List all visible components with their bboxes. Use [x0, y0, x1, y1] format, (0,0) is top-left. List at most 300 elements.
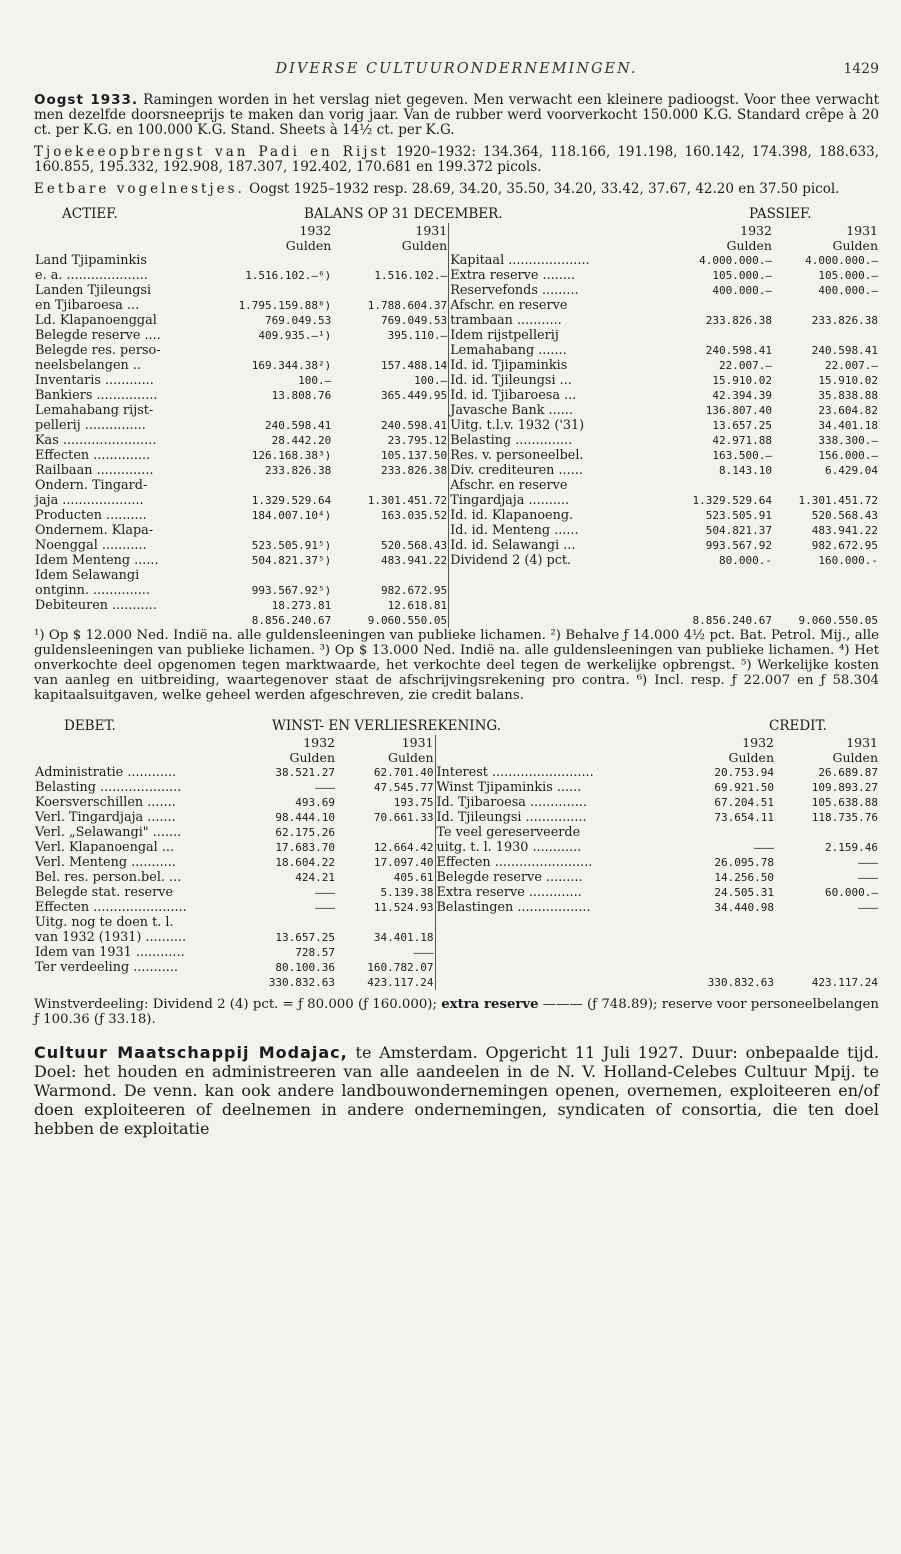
balance-row — [34, 598, 879, 613]
balance-cell-al: e. a. .................... — [35, 268, 148, 283]
pl-cell-cl: Extra reserve ............. — [435, 885, 663, 900]
balance-year-1932-passief: 1932 — [740, 223, 772, 238]
balance-cell-a2 — [332, 568, 448, 583]
balance-row — [34, 253, 879, 268]
balance-cell-a2: 23.795.12 — [387, 434, 448, 447]
balance-cell-p1: 42.394.39 — [712, 389, 772, 402]
pl-cell-d2: ——— — [413, 946, 434, 959]
balance-cell-a2: 240.598.41 — [380, 419, 448, 432]
balance-year-1931-passief: 1931 — [846, 223, 878, 238]
pl-cell-c1: 69.921.50 — [714, 781, 774, 794]
balance-cell-a1: 28.442.20 — [271, 434, 332, 447]
balance-row — [34, 523, 879, 538]
balance-cell-p1 — [657, 598, 773, 613]
credit-label: CREDIT. — [769, 718, 827, 734]
balance-row — [34, 388, 879, 403]
pl-cell-c1: ——— — [754, 841, 774, 854]
pl-cell-d2: 34.401.18 — [373, 931, 434, 944]
pl-row — [34, 885, 879, 900]
balance-cell-al: Belegde res. perso- — [35, 343, 161, 358]
pl-cell-c1: 73.654.11 — [714, 811, 774, 824]
pl-cell-cl: Belegde reserve ......... — [435, 870, 663, 885]
balance-cell-al: Landen Tjileungsi — [35, 283, 152, 298]
balance-cell-a1 — [234, 253, 333, 268]
pl-cell-d2: 405.61 — [393, 871, 434, 884]
pl-cell-cl: uitg. t. l. 1930 ............ — [435, 840, 663, 855]
pl-cell-cl: Belastingen .................. — [435, 900, 663, 915]
pl-year-1932: 1932 — [303, 735, 335, 750]
balance-cell-p2: 240.598.41 — [811, 344, 878, 357]
balance-cell-al: Effecten .............. — [35, 448, 151, 463]
pl-cell-dl: Belasting .................... — [35, 780, 182, 795]
balance-unit-row — [34, 238, 879, 253]
balance-cell-p2: 400.000.— — [818, 284, 878, 297]
balance-cell-a2: 520.568.43 — [380, 539, 448, 552]
balance-cell-p2 — [773, 568, 879, 583]
balance-cell-a2: 769.049.53 — [380, 314, 448, 327]
pl-cell-d1: 17.683.70 — [275, 841, 335, 854]
pl-row — [34, 810, 879, 825]
balance-cell-a1: 240.598.41 — [265, 419, 332, 432]
pl-cell-d1: ——— — [315, 901, 335, 914]
balance-cell-a2: 1.788.604.37 — [367, 299, 448, 312]
pl-cell-c2 — [775, 915, 879, 930]
balance-total-row — [34, 613, 879, 628]
balance-row — [34, 313, 879, 328]
pl-cell-c2: 118.735.76 — [811, 811, 878, 824]
balance-cell-pl — [449, 583, 657, 598]
balance-cell-p2 — [773, 598, 879, 613]
balance-cell-a2 — [332, 478, 448, 493]
vogelnestjes-text: Oogst 1925–1932 resp. 28.69, 34.20, 35.50, 34.20, 33.42, 37.67, 42.20 en 37.50 picol. — [249, 181, 840, 197]
pl-cell-c1: 14.256.50 — [714, 871, 774, 884]
tjoekee-text: 1920–1932: 134.364, 118.166, 191.198, 160.142, 174.398, 188.633, 160.855, 195.332, 192.908, 187.307, 192.402, 170.681 en 199.372 picols. — [34, 144, 880, 175]
balance-cell-a1: 409.935.—¹) — [258, 329, 332, 342]
pl-year-row — [34, 735, 879, 750]
pl-cell-c2: 2.159.46 — [825, 841, 878, 854]
pl-cell-cl: Id. Tjibaroesa .............. — [435, 795, 663, 810]
pl-cell-c2 — [775, 825, 879, 840]
pl-cell-d2: 12.664.42 — [373, 841, 434, 854]
balance-cell-p2: 22.007.— — [825, 359, 878, 372]
balance-cell-p1: 105.000.— — [712, 269, 772, 282]
pl-row — [34, 870, 879, 885]
pl-cell-d1: ——— — [315, 781, 335, 794]
balance-cell-p1: 42.971.88 — [712, 434, 772, 447]
balance-cell-al: Idem Menteng ...... — [35, 553, 159, 568]
pl-cell-d1: 38.521.27 — [275, 766, 335, 779]
balance-cell-al: Bankiers ............... — [35, 388, 158, 403]
balance-cell-p2: 483.941.22 — [811, 524, 878, 537]
page — [34, 0, 879, 1138]
pl-unit: Gulden — [832, 750, 878, 765]
balance-cell-al: Idem Selawangi — [35, 568, 140, 583]
balance-cell-al: pellerij ............... — [35, 418, 146, 433]
pl-row — [34, 900, 879, 915]
balance-unit: Gulden — [401, 238, 448, 253]
balance-cell-p1: 523.505.91 — [705, 509, 772, 522]
pl-cell-d2: 62.701.40 — [373, 766, 434, 779]
balance-row — [34, 343, 879, 358]
pl-cell-dl: Bel. res. person.bel. ... — [35, 870, 182, 885]
paragraph-tjoekee — [34, 145, 879, 175]
balance-cell-p1: 993.567.92 — [705, 539, 772, 552]
balance-cell-pl: Div. crediteuren ...... — [449, 463, 657, 478]
balance-row — [34, 373, 879, 388]
pl-row — [34, 840, 879, 855]
pl-year-1931: 1931 — [401, 735, 434, 750]
balance-cell-a1: 523.505.91⁵) — [251, 539, 332, 552]
pl-unit-row — [34, 750, 879, 765]
balance-row — [34, 508, 879, 523]
pl-row — [34, 930, 879, 945]
balance-cell-pl: Belasting .............. — [449, 433, 657, 448]
balance-cell-al: Debiteuren ........... — [35, 598, 157, 613]
balance-cell-p2: 160.000.- — [818, 554, 878, 567]
pl-cell-c2: 26.689.87 — [818, 766, 878, 779]
balance-cell-a2: 365.449.95 — [380, 389, 448, 402]
balance-row — [34, 298, 879, 313]
balance-cell-pl: trambaan ........... — [449, 313, 657, 328]
balance-cell-pl: Id. id. Tjileungsi ... — [449, 373, 657, 388]
balance-cell-al: Belegde reserve .... — [35, 328, 161, 343]
balance-cell-p2: 23.604.82 — [818, 404, 878, 417]
balance-cell-p1: 400.000.— — [712, 284, 772, 297]
balance-cell-p1 — [657, 478, 773, 493]
pl-total-credit-1931: 423.117.24 — [811, 976, 878, 989]
balance-cell-p1: 15.910.02 — [712, 374, 772, 387]
balance-cell-p2: 105.000.— — [818, 269, 878, 282]
balance-cell-pl — [449, 568, 657, 583]
running-title: DIVERSE CULTUURONDERNEMINGEN. — [275, 61, 638, 77]
pl-cell-dl: Administratie ............ — [35, 765, 177, 780]
pl-cell-dl: Uitg. nog te doen t. l. — [35, 915, 174, 930]
balance-row — [34, 583, 879, 598]
pl-cell-c2: ——— — [858, 856, 878, 869]
balance-cell-p1: 504.821.37 — [705, 524, 772, 537]
balance-cell-a1: 126.168.38³) — [251, 449, 332, 462]
balance-cell-pl: Dividend 2 (4) pct. — [449, 553, 657, 568]
pl-cell-c1 — [663, 930, 775, 945]
pl-cell-cl — [435, 930, 663, 945]
pl-cell-cl — [435, 960, 663, 975]
balance-cell-pl: Reservefonds ......... — [449, 283, 657, 298]
balance-cell-al: jaja .................... — [35, 493, 144, 508]
balance-cell-a1 — [234, 523, 333, 538]
pl-unit: Gulden — [728, 750, 774, 765]
pl-cell-c1 — [663, 960, 775, 975]
balance-cell-p2: 156.000.— — [818, 449, 878, 462]
balance-cell-p1 — [657, 583, 773, 598]
pl-cell-cl: Winst Tjipaminkis ...... — [435, 780, 663, 795]
balance-cell-a2: 982.672.95 — [380, 584, 448, 597]
balance-cell-a1 — [234, 403, 333, 418]
balance-row — [34, 268, 879, 283]
balance-cell-a2 — [332, 343, 448, 358]
balance-cell-a1 — [234, 568, 333, 583]
balance-cell-p1: 13.657.25 — [712, 419, 772, 432]
balance-cell-al: Lemahabang rijst- — [35, 403, 154, 418]
pl-cell-cl: Te veel gereserveerde — [435, 825, 663, 840]
page-number: 1429 — [843, 61, 879, 77]
balance-table — [34, 223, 879, 628]
balance-cell-a2: 105.137.50 — [380, 449, 448, 462]
balance-cell-p1: 163.500.— — [712, 449, 772, 462]
balance-cell-p2: 982.672.95 — [811, 539, 878, 552]
balance-cell-al: en Tjibaroesa ... — [35, 298, 140, 313]
balance-cell-pl: Lemahabang ....... — [449, 343, 657, 358]
balance-cell-pl: Idem rijstpellerij — [449, 328, 657, 343]
pl-cell-d1: 18.604.22 — [275, 856, 335, 869]
balance-cell-a2: 100.— — [414, 374, 448, 387]
balance-year-1932: 1932 — [299, 223, 332, 238]
balance-cell-p1: 22.007.— — [718, 359, 772, 372]
balance-row — [34, 478, 879, 493]
balance-row — [34, 283, 879, 298]
balance-cell-p2: 35.838.88 — [818, 389, 878, 402]
balance-cell-pl: Id. id. Menteng ...... — [449, 523, 657, 538]
balance-cell-a2 — [332, 253, 448, 268]
balance-cell-a2 — [332, 403, 448, 418]
balance-cell-al: Producten .......... — [35, 508, 147, 523]
balance-row — [34, 553, 879, 568]
pl-cell-d1: 62.175.26 — [275, 826, 335, 839]
balance-cell-pl: Extra reserve ........ — [449, 268, 657, 283]
balance-cell-a2: 1.516.102.— — [374, 269, 448, 282]
balance-cell-a2: 12.618.81 — [387, 599, 448, 612]
pl-cell-d2: 17.097.40 — [373, 856, 434, 869]
balance-total-passief-1932: 8.856.240.67 — [692, 614, 772, 627]
pl-title: WINST- EN VERLIESREKENING. — [272, 718, 502, 734]
balance-cell-p2: 338.300.— — [818, 434, 878, 447]
pl-cell-c2: ——— — [858, 871, 878, 884]
balance-cell-p1 — [657, 328, 773, 343]
winstverdeeling — [34, 997, 879, 1027]
balance-cell-al: Ondernem. Klapa- — [35, 523, 154, 538]
balance-cell-a1: 184.007.10⁴) — [251, 509, 332, 522]
pl-cell-d2: 47.545.77 — [373, 781, 434, 794]
balance-cell-a1 — [234, 283, 333, 298]
pl-row — [34, 825, 879, 840]
pl-cell-c2: ——— — [858, 901, 878, 914]
balance-total-actief-1931: 9.060.550.05 — [367, 614, 448, 627]
balance-row — [34, 448, 879, 463]
balance-cell-a2: 233.826.38 — [380, 464, 448, 477]
balance-cell-a1: 1.795.159.88⁶) — [238, 299, 332, 312]
balance-cell-p1: 8.143.10 — [718, 464, 772, 477]
vogelnestjes-heading: Eetbare vogelnestjes. — [34, 181, 245, 197]
balance-cell-pl: Id. id. Tjipaminkis — [449, 358, 657, 373]
balance-cell-p2 — [773, 478, 879, 493]
balance-cell-al: Ld. Klapanoenggal — [35, 313, 157, 328]
pl-cell-d2 — [336, 825, 435, 840]
balance-cell-p2: 6.429.04 — [825, 464, 878, 477]
balance-cell-a2: 157.488.14 — [380, 359, 448, 372]
pl-cell-cl — [435, 945, 663, 960]
paragraph-oogst — [34, 93, 879, 138]
pl-row — [34, 960, 879, 975]
balance-cell-a2: 1.301.451.72 — [367, 494, 448, 507]
balance-cell-p1: 1.329.529.64 — [692, 494, 772, 507]
balance-cell-pl: Tingardjaja .......... — [449, 493, 657, 508]
pl-cell-d1 — [248, 915, 336, 930]
pl-cell-c1: 26.095.78 — [714, 856, 774, 869]
pl-cell-c1 — [663, 945, 775, 960]
balance-cell-al: Noenggal ........... — [35, 538, 147, 553]
pl-cell-c2 — [775, 945, 879, 960]
balance-cell-p1: 4.000.000.— — [699, 254, 772, 267]
pl-cell-c2 — [775, 930, 879, 945]
passief-label: PASSIEF. — [749, 206, 812, 222]
pl-cell-d1: 13.657.25 — [275, 931, 335, 944]
pl-cell-c1 — [663, 915, 775, 930]
pl-cell-dl: Ter verdeeling ........... — [35, 960, 178, 975]
pl-cell-dl: Effecten ....................... — [35, 900, 187, 915]
pl-heading — [34, 719, 879, 735]
balance-footnotes: ¹) Op $ 12.000 Ned. Indië na. alle guldensleeningen van publieke lichamen. ²) Behalve ƒ 14.000 4½ pct. Bat. Petrol. Mij., alle guldensleeningen van publieke lichamen. ³) Op $ 13.000 Ned. Indië na. alle guldensleeningen van publieke lichamen. ⁴) Het onverkochte deel opgenomen tegen marktwaarde, het verkochte deel tegen de werkelijke opbrengst. ⁵) Werkelijke kosten van aanleg en uitbreiding, waartegenover staat de afschrijvingsrekening pro contra. ⁶) Incl. resp. ƒ 22.007 en ƒ 58.304 kapitaalsuitgaven, welke geheel werden afgeschreven, zie credit balans. — [34, 628, 879, 703]
balance-cell-p1 — [657, 298, 773, 313]
balance-total-passief-1931: 9.060.550.05 — [798, 614, 878, 627]
pl-cell-dl: Verl. Tingardjaja ....... — [35, 810, 176, 825]
balance-cell-al: Inventaris ............ — [35, 373, 154, 388]
pl-cell-cl: Interest ......................... — [435, 765, 663, 780]
pl-cell-cl: Id. Tjileungsi ............... — [435, 810, 663, 825]
balance-cell-pl: Res. v. personeelbel. — [449, 448, 657, 463]
balance-cell-al: ontginn. .............. — [35, 583, 150, 598]
pl-cell-d2: 160.782.07 — [367, 961, 434, 974]
pl-cell-d1: 424.21 — [295, 871, 335, 884]
balance-cell-a1: 233.826.38 — [265, 464, 332, 477]
balance-row — [34, 433, 879, 448]
pl-table — [34, 735, 879, 990]
balance-cell-pl: Javasche Bank ...... — [449, 403, 657, 418]
pl-total-debet-1932: 330.832.63 — [268, 976, 335, 989]
balance-cell-p2: 1.301.451.72 — [798, 494, 878, 507]
pl-cell-d1: 98.444.10 — [275, 811, 335, 824]
pl-cell-d1: 728.57 — [295, 946, 335, 959]
balance-row — [34, 403, 879, 418]
balance-cell-p1: 233.826.38 — [705, 314, 772, 327]
balance-cell-pl: Id. id. Tjibaroesa ... — [449, 388, 657, 403]
balance-unit: Gulden — [832, 238, 878, 253]
balance-cell-p2: 233.826.38 — [811, 314, 878, 327]
balance-cell-al: Railbaan .............. — [35, 463, 154, 478]
balance-cell-pl: Afschr. en reserve — [449, 298, 657, 313]
balance-cell-a2 — [332, 283, 448, 298]
balance-cell-a1: 993.567.92⁵) — [251, 584, 332, 597]
pl-year-1931-credit: 1931 — [846, 735, 878, 750]
balance-cell-p2: 520.568.43 — [811, 509, 878, 522]
balance-cell-a2: 163.035.52 — [380, 509, 448, 522]
balance-heading — [34, 207, 879, 223]
balance-row — [34, 328, 879, 343]
company-text: te Amsterdam. Opgericht 11 Juli 1927. Duur: onbepaalde tijd. Doel: het houden en administreeren van alle aandeelen in de N. V. Holland-Celebes Cultuur Mpij. te Warmond. De venn. kan ook andere landbouwondernemingen openen, overnemen, exploiteeren en/of doen exploiteeren of deelnemen in andere ondernemingen, syndicaten of consortia, die ten doel hebben de exploitatie — [34, 1043, 880, 1138]
balance-cell-a2: 395.110.— — [387, 329, 448, 342]
pl-unit: Gulden — [289, 750, 335, 765]
pl-cell-d1: ——— — [315, 886, 335, 899]
balance-title: BALANS OP 31 DECEMBER. — [304, 206, 503, 222]
pl-cell-cl: Effecten ........................ — [435, 855, 663, 870]
pl-cell-dl: van 1932 (1931) .......... — [35, 930, 187, 945]
balance-cell-p2 — [773, 328, 879, 343]
balance-cell-a1 — [234, 343, 333, 358]
paragraph-vogelnestjes — [34, 182, 879, 197]
pl-cell-dl: Idem van 1931 ............ — [35, 945, 185, 960]
pl-row — [34, 855, 879, 870]
winstverdeeling-text-b: ——— (ƒ 748.89); reserve voor personeelbelangen ƒ 100.36 (ƒ 33.18). — [34, 997, 879, 1027]
pl-unit: Gulden — [388, 750, 434, 765]
pl-cell-d2: 11.524.93 — [373, 901, 434, 914]
balance-year-1931: 1931 — [415, 223, 448, 238]
pl-cell-cl — [435, 915, 663, 930]
balance-row — [34, 463, 879, 478]
balance-row — [34, 568, 879, 583]
pl-cell-d2: 70.661.33 — [373, 811, 434, 824]
pl-cell-c2 — [775, 960, 879, 975]
balance-cell-a1: 1.329.529.64 — [251, 494, 332, 507]
balance-cell-p1: 240.598.41 — [705, 344, 772, 357]
pl-cell-d2: 193.75 — [393, 796, 434, 809]
actief-label: ACTIEF. — [62, 206, 118, 222]
pl-cell-c1: 20.753.94 — [714, 766, 774, 779]
balance-cell-p1 — [657, 568, 773, 583]
balance-cell-p2 — [773, 298, 879, 313]
pl-cell-c2: 105.638.88 — [811, 796, 878, 809]
pl-row — [34, 915, 879, 930]
balance-cell-al: Ondern. Tingard- — [35, 478, 148, 493]
balance-unit: Gulden — [285, 238, 332, 253]
pl-cell-c2: 109.893.27 — [811, 781, 878, 794]
balance-cell-al: Land Tjipaminkis — [35, 253, 147, 268]
balance-cell-a1: 13.808.76 — [271, 389, 332, 402]
pl-cell-d1: 80.100.36 — [275, 961, 335, 974]
pl-row — [34, 795, 879, 810]
winstverdeeling-extra: extra reserve — [441, 997, 539, 1012]
balance-cell-a1: 169.344.38²) — [251, 359, 332, 372]
company-paragraph — [34, 1043, 879, 1138]
pl-cell-dl: Verl. Klapanoengal ... — [35, 840, 175, 855]
pl-cell-dl: Belegde stat. reserve — [35, 885, 174, 900]
balance-cell-pl: Kapitaal .................... — [449, 253, 657, 268]
balance-cell-a2 — [332, 523, 448, 538]
pl-cell-d2 — [336, 915, 435, 930]
company-name: Cultuur Maatschappij Modajac, — [34, 1043, 348, 1062]
pl-total-debet-1931: 423.117.24 — [367, 976, 434, 989]
balance-cell-p1: 136.807.40 — [705, 404, 772, 417]
pl-year-1932-credit: 1932 — [742, 735, 774, 750]
balance-cell-a1: 100.— — [298, 374, 332, 387]
pl-cell-c1: 24.505.31 — [714, 886, 774, 899]
balance-cell-p1: 80.000.- — [718, 554, 772, 567]
balance-total-actief-1932: 8.856.240.67 — [251, 614, 332, 627]
balance-cell-a1: 18.273.81 — [271, 599, 332, 612]
balance-year-row — [34, 223, 879, 238]
pl-total-credit-1932: 330.832.63 — [707, 976, 774, 989]
balance-cell-a1: 504.821.37⁵) — [251, 554, 332, 567]
pl-cell-dl: Verl. Menteng ........... — [35, 855, 176, 870]
balance-row — [34, 358, 879, 373]
balance-cell-p2: 15.910.02 — [818, 374, 878, 387]
balance-cell-al: Kas ....................... — [35, 433, 157, 448]
balance-cell-p2 — [773, 583, 879, 598]
balance-cell-pl — [449, 598, 657, 613]
pl-row — [34, 765, 879, 780]
balance-unit: Gulden — [726, 238, 772, 253]
pl-cell-c1: 34.440.98 — [714, 901, 774, 914]
balance-cell-a1: 769.049.53 — [265, 314, 332, 327]
pl-total-row — [34, 975, 879, 990]
pl-cell-dl: Koersverschillen ....... — [35, 795, 176, 810]
